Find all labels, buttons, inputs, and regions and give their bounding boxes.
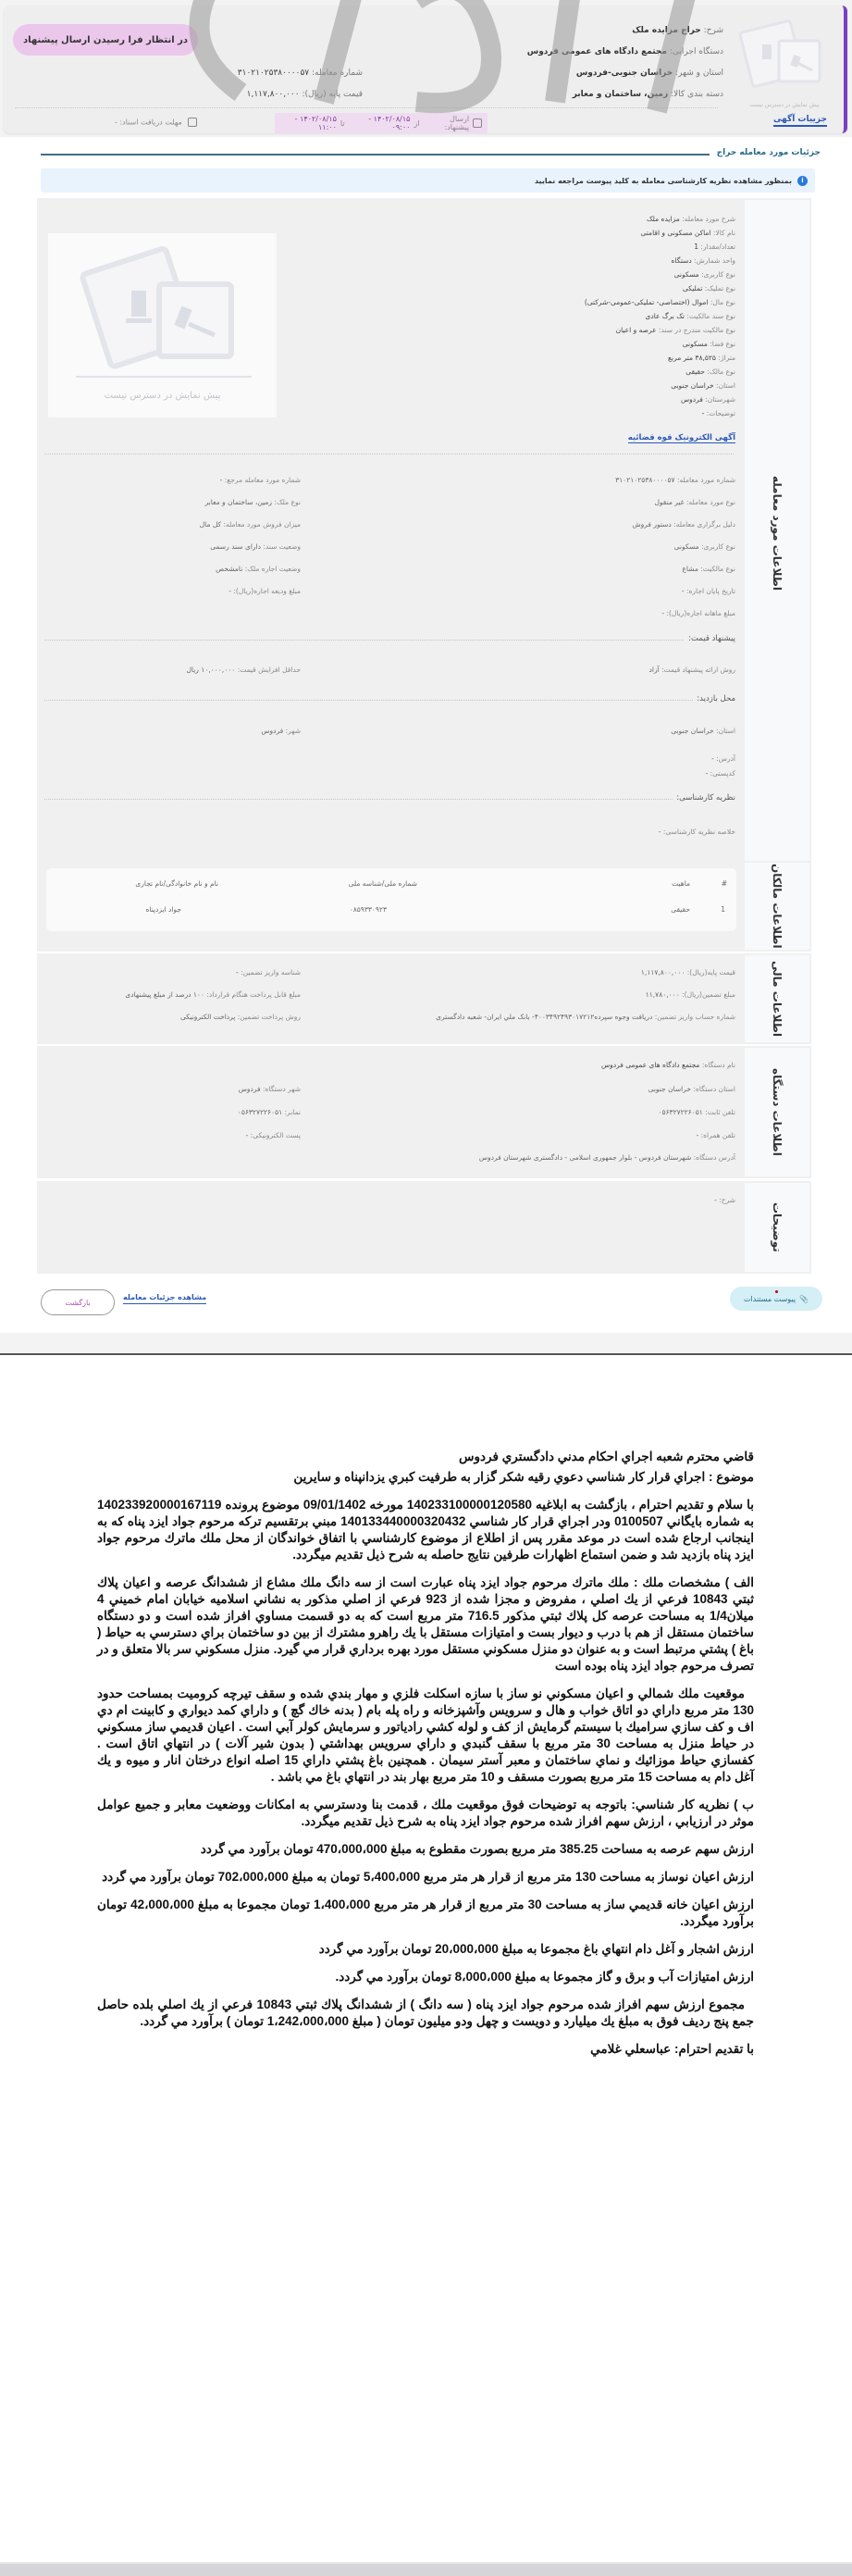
offer-label: ارسال پیشنهاد:: [444, 115, 470, 131]
item-grid-field: مبلغ ودیعه اجاره(ریال): -: [228, 587, 301, 595]
image-separator: [0, 1353, 852, 1355]
deal-number-label: شماره معامله:: [312, 68, 363, 78]
agency-mobile: تلفن همراه: -: [696, 1131, 735, 1139]
header-title-row: [632, 26, 723, 35]
expert-report-letter: [97, 1449, 754, 2069]
base-price-value: ۱,۱۱۷,۸۰۰,۰۰۰: [246, 90, 300, 99]
doc-deadline-label: مهلت دریافت اسناد:: [119, 118, 182, 127]
section-rule: [41, 154, 725, 156]
offer-method: روش ارائه پیشنهاد قیمت: آزاد: [648, 666, 735, 674]
expert-opinion-title: نظریه کارشناسی:: [673, 793, 735, 803]
divider: [44, 799, 734, 800]
status-badge: در انتظار فرا رسیدن ارسال پیشنهاد: [13, 24, 198, 56]
letter-paragraph: ب ) نظريه كار شناسي: باتوجه به توضيحات فوق موقعيت ملك ، قدمت بنا ودسترسي به امكانات ووضعيت معابر و جميع عوامل موثر در ارزيابي ، ارزش سهم افراز شده مرحوم جواد ايزد پناه به شرح ذيل تقديم ميگردد.: [97, 1798, 754, 1828]
province-label: استان و شهر:: [675, 68, 723, 78]
item-field: نوع سند مالکیت: تک برگ عادی: [645, 312, 735, 320]
divider: [44, 700, 734, 701]
col-index: #: [721, 879, 727, 888]
deal-header-area: [0, 0, 852, 137]
cell-type: حقیقی: [671, 905, 690, 914]
info-icon: i: [797, 176, 808, 186]
doc-deadline-value: -: [115, 118, 117, 127]
item-grid-field: نوع مالکیت: مشاع: [682, 565, 735, 573]
item-field: متراژ: ۳۸,۵۲۵ متر مربع: [668, 354, 735, 362]
visit-location-title: محل بازدید:: [693, 694, 735, 703]
expert-summary: خلاصه نظریه کارشناسی: -: [658, 828, 735, 836]
agency-title: اطلاعات دستگاه: [771, 1068, 784, 1156]
visit-province: استان: خراسان جنوبی: [671, 727, 735, 735]
letter-subject: موضوع : اجراي قرار كار شناسي دعوي رقيه شكر گزار به طرفيت كبري يزدانپناه و سايرين: [293, 1470, 754, 1484]
letter-salutation: قاضي محترم شعبه اجراي احكام مدني دادگستري فردوس: [459, 1450, 754, 1463]
item-field: نوع کاربری: مسکونی: [673, 270, 735, 279]
item-field: شهرستان: فردوس: [681, 395, 735, 404]
doc-deadline: [115, 118, 197, 127]
item-grid-field: تاریخ پایان اجاره: -: [681, 587, 735, 595]
item-info-side: [745, 200, 809, 866]
letter-paragraph: با سلام و تقديم احترام ، بازگشت به ابلاغيه 140233100000120580 مورخه 09/01/1402 موضوع پرونده 140233920000167119 به شماره بايگاني 0100507 ودر اجراي قرار كار شناسي 140133440000320432 مبني برتقسيم تركه مرحوم جواد ايزد پناه كه به اينجانب ارجاع شده است در موعد مقرر پس از اطلاع از موضوع كارشناسي با اتفاق خواندگان از محل ملك ماترك مرحوم جواد ايزد پناه بازديد شد و ضمن استماع اظهارات طرفين نتايج حاصله به شرح ذيل تقديم ميگردد.: [97, 1498, 755, 1562]
letter-paragraph: ارزش اشجار و آغل دام انتهاي باغ مجموعا به مبلغ 20،000،000 تومان برآورد مي گردد: [318, 1942, 754, 1956]
owners-panel: [37, 861, 811, 952]
attach-label: پیوست مستندات: [743, 1294, 796, 1303]
offer-window: [275, 113, 488, 133]
fin-payment-method: روش پرداخت تضمین: پرداخت الکترونیکی: [180, 1013, 301, 1021]
owners-title: اطلاعات مالکان: [771, 864, 784, 949]
item-grid-field: وضعیت اجاره ملک: نامشخص: [216, 565, 301, 573]
price-offer-title: پیشنهاد قیمت:: [685, 634, 735, 643]
offer-to-label: تا: [340, 118, 345, 128]
header-province-row: [576, 68, 723, 78]
view-deal-details-link[interactable]: مشاهده جزئیات معامله: [123, 1293, 206, 1304]
letter-paragraph: ارزش اعيان نوساز به مساحت 130 متر مربع از قرار هر متر مربع 5،400،000 تومان به مبلغ 702،000،000 تومان برآورد مي گردد: [102, 1870, 754, 1884]
agency-email: پست الکترونیکی: -: [245, 1131, 301, 1139]
letter-paragraph: مجموع ارزش سهم افراز شده مرحوم جواد ايزد پناه ( سه دانگ ) از ششدانگ پلاك ثبتي 10843 فرعي از يك اصلي بلده حاصل جمع پنج رديف فوق به مبلغ يك ميليارد و دويست و چهل ودو ميليون تومان ( مبلغ 1،242،000،000 تومان ) برآورد مي گردد.: [97, 1997, 754, 2028]
gavel-placeholder-icon: [48, 233, 277, 391]
fin-payable-on-contract: مبلغ قابل پرداخت هنگام قرارداد: ۱۰۰ درصد از مبلغ پیشنهادی: [125, 990, 301, 999]
fin-base-price: قیمت پایه(ریال): ۱,۱۱۷,۸۰۰,۰۰۰: [640, 968, 735, 977]
header-deal-number-row: [238, 68, 363, 78]
visit-postal-code: کدپستی: -: [705, 769, 735, 778]
cell-name: جواد ایزدپناه: [145, 905, 181, 914]
agency-address: آدرس دستگاه: شهرستان فردوس - بلوار جمهوری اسلامی - دادگستری شهرستان فردوس: [478, 1153, 735, 1162]
judiciary-ad-link[interactable]: آگهی الکترونیک قوه قضائیه: [627, 433, 735, 442]
financial-panel: [37, 953, 811, 1044]
notes-title: توضیحات: [771, 1202, 784, 1252]
item-grid-field: دلیل برگزاری معامله: دستور فروش: [632, 520, 735, 529]
paperclip-icon: 📎: [799, 1294, 809, 1303]
offer-from-value: ۱۴۰۲/۰۸/۱۵ - ۰۹:۰۰: [368, 115, 411, 131]
province-value: خراسان جنوبی-فردوس: [575, 68, 673, 78]
base-price-label: قیمت پایه (ریال):: [302, 90, 363, 99]
financial-side: [745, 955, 809, 1042]
agency-panel: [37, 1046, 811, 1178]
section-title: جزئیات مورد معامله حراج: [710, 148, 821, 157]
item-grid-field: نوع ملک: زمین، ساختمان و معابر: [204, 498, 301, 506]
fin-guarantee-account: شماره حساب واریز تضمین: دریافت وجوه سپرده۴۰۰۳۴۹۲۴۹۳۰۱۷۲۱۲- بانک ملي ایران- شعبه دادگستری: [436, 1013, 735, 1021]
notification-dot: [775, 1290, 778, 1293]
fin-guarantee-amount: مبلغ تضمین(ریال): ۱۱,۷۸۰,۰۰۰: [645, 990, 735, 999]
offer-to-value: ۱۴۰۲/۰۸/۱۵ - ۱۱:۰۰: [294, 115, 337, 131]
financial-title: اطلاعات مالی: [771, 960, 784, 1038]
item-field: نوع مالک: حقیقی: [685, 367, 735, 376]
letter-paragraph: ارزش اعيان خانه قديمي ساز به مساحت 30 متر مربع از قرار هر متر مربع 1،400،000 تومان مجموعا به مبلغ 42،000،000 تومان برآورد ميگردد.: [97, 1898, 754, 1928]
header-divider: [15, 107, 718, 108]
fin-guarantee-id: شناسه واریز تضمین: -: [236, 968, 301, 977]
item-field: توضیحات: -: [701, 409, 735, 417]
item-field: شرح مورد معامله: مزایده ملک: [646, 215, 735, 223]
item-grid-field: نوع مورد معامله: غیر منقول: [654, 498, 735, 506]
item-field: نوع فضا: مسکونی: [682, 340, 735, 348]
agency-city: شهر دستگاه: فردوس: [238, 1085, 301, 1093]
item-field: نوع مالکیت مندرج در سند: عرصه و اعیان: [615, 326, 735, 334]
letter-paragraph: موقعيت ملك شمالي و اعيان مسكوني نو ساز با سازه اسكلت فلزي و مهار بندي شده و سقف تيرچه كروميت بمساحت حدود 130 متر مربع داراي دو اتاق خواب و هال و سرويس وآشپزخانه و راه پله بام ( بدنه خاك گچ ) و داراي كمد ديواري و كابينت ام دي اف و كف سازي سراميك با سيستم گرمايش از كف و لوله كشي رادياتور و سرمايش كولر آبي است . اعيان قديمي ساز مسكوني در حياط منزل به مساحت 30 متر مربع با سقف گنبدي و داراي سرويس بهداشتي ( بدون شير آلات ) در انتهاي اتاق است . كفسازي حياط موزائيك و نماي ساختمان و معبر آستر سيمان . همچنين باغ پشتي داراي 15 اصله انواع درختان انار و ميوه و يك آغل دام به مساحت 15 متر مربع بصورت مسقف و 10 متر مربع بهار بند در انتهاي باغ مي باشد .: [97, 1686, 755, 1784]
attach-documents-button[interactable]: [730, 1287, 822, 1311]
info-alert: [41, 168, 815, 193]
agency-side: [745, 1048, 809, 1176]
header-title-label: شرح:: [703, 26, 723, 35]
item-info-panel: [37, 198, 811, 868]
header-category-row: [573, 90, 723, 99]
back-button[interactable]: بازگشت: [41, 1289, 115, 1315]
col-type: ماهیت: [672, 879, 690, 888]
item-field: استان: خراسان جنوبی: [671, 381, 735, 390]
item-grid-field: میزان فروش مورد معامله: کل مال: [199, 520, 301, 529]
divider: [44, 640, 734, 641]
header-title-value: حراج مزایده ملک: [632, 26, 701, 35]
col-national-id: شماره ملی/شناسه ملی: [348, 879, 417, 888]
col-name: نام و نام خانوادگی/نام تجاری: [135, 879, 218, 888]
header-base-price-row: [247, 90, 363, 99]
item-grid-field: شماره مورد معامله مرجع: -: [219, 476, 301, 484]
category-value: زمین، ساختمان و معابر: [572, 90, 669, 99]
notes-panel: [37, 1181, 811, 1274]
item-field: واحد شمارش: دستگاه: [671, 256, 735, 265]
cell-index: 1: [721, 905, 725, 914]
item-grid-field: نوع کاربری: مسکونی: [673, 542, 735, 551]
agency-fax: نمابر: ۰۵۶۳۲۷۲۲۶۰۵۱: [237, 1108, 301, 1116]
owners-table: [46, 868, 736, 931]
deal-number-value: ۳۱۰۲۱۰۲۵۳۸۰۰۰۰۵۷: [237, 68, 310, 78]
visit-city: شهر: فردوس: [261, 727, 301, 735]
item-grid-field: مبلغ ماهانه اجاره(ریال): -: [661, 609, 735, 617]
ad-details-link[interactable]: جزییات آگهی: [773, 115, 827, 127]
min-increase: حداقل افزایش قیمت: ۱۰,۰۰۰,۰۰۰ ریال: [186, 666, 301, 674]
thumb-caption: پیش نمایش در دسترس نیست: [749, 102, 820, 108]
agency-phone: تلفن ثابت: ۰۵۶۳۲۷۲۲۶۰۵۱: [658, 1108, 735, 1116]
agency-name: نام دستگاه: مجتمع دادگاه های عمومی فردوس: [600, 1061, 735, 1069]
letter-paragraph: ارزش امتيازات آب و برق و گاز مجموعا به مبلغ 8،000،000 تومان برآورد مي گردد.: [335, 1970, 754, 1984]
header-executor-row: [527, 47, 723, 56]
visit-address: آدرس: -: [711, 754, 735, 763]
letter-paragraph: ارزش سهم عرصه به مساحت 385.25 متر مربع بصورت مقطوع به مبلغ 470،000،000 تومان برآورد مي گردد: [200, 1842, 754, 1856]
image-caption: پیش نمایش در دسترس نیست: [104, 391, 221, 401]
item-grid-field: وضعیت سند: دارای سند رسمی: [210, 542, 301, 551]
item-field: نام کالا: اماکن مسکونی و اقامتی: [640, 229, 735, 237]
bottom-bar: [0, 2562, 852, 2576]
category-label: دسته بندی کالا:: [671, 90, 723, 99]
item-field: تعداد/مقدار: 1: [694, 243, 735, 251]
checkbox-calendar-icon: [473, 118, 482, 128]
item-info-title: اطلاعات مورد معامله: [771, 476, 784, 591]
item-image-placeholder: [48, 233, 277, 417]
page-bottom-strip: [0, 1333, 852, 1353]
notes-side: [745, 1183, 809, 1272]
info-message: بمنظور مشاهده نظریه کارشناسی معامله به کلید پیوست مراجعه نمایید: [535, 176, 792, 185]
item-grid-field: شماره مورد معامله: ۳۱۰۲۱۰۲۵۳۸۰۰۰۰۵۷: [615, 476, 735, 484]
offer-from-label: از: [414, 118, 420, 128]
gavel-placeholder-icon: [738, 19, 831, 96]
document-icon: [188, 118, 197, 127]
agency-province: استان دستگاه: خراسان جنوبی: [648, 1085, 735, 1093]
cell-national-id: ۰۸۵۹۳۳۰۹۲۳: [349, 905, 387, 914]
letter-signature: با تقديم احترام: عباسعلي غلامي: [590, 2042, 754, 2056]
letter-paragraph: الف ) مشخصات ملك : ملك ماترك مرحوم جواد ايزد پناه عبارت است از سه دانگ ملك مشاع از ششدانگ عرصه و اعيان پلاك ثبتي 10843 فرعي از يك اصلي ، مفروض و مجزا شده از 923 فرعي از اصلي مذكور به نشاني اسلاميه خيابان امام خميني 4 ميلان1/4 به مساحت عرصه كل پلاك ثبتي مذكور 716.5 متر مربع است كه به دو قسمت مساوي افراز شده است و دو دستگاه ساختمان مستقل از هم با درب و ديوار بست و امتيازات مستقل با يك راهرو مشترك از بين دو ساختمان براي دسترسي به حياط ( باغ ) پشتي مرتبط است و به عنوان دو منزل مسكوني مستقل مورد بهره برداري قرار مي گيرد. منزل مسكوني سر بالا متعلق و در تصرف مرحوم جواد ايزد پناه بوده است: [97, 1575, 755, 1673]
notes-desc: شرح: -: [714, 1196, 735, 1204]
owners-side: [745, 863, 809, 950]
item-field: نوع مال: اموال (اختصاصی- تملیکی-عمومی-شرکتی): [584, 298, 735, 306]
item-field: نوع تملیک: تملیکی: [682, 284, 735, 292]
executor-value: مجتمع دادگاه های عمومی فردوس: [526, 47, 667, 56]
deal-summary-card: [4, 6, 847, 133]
executor-label: دستگاه اجرایی:: [669, 47, 723, 56]
